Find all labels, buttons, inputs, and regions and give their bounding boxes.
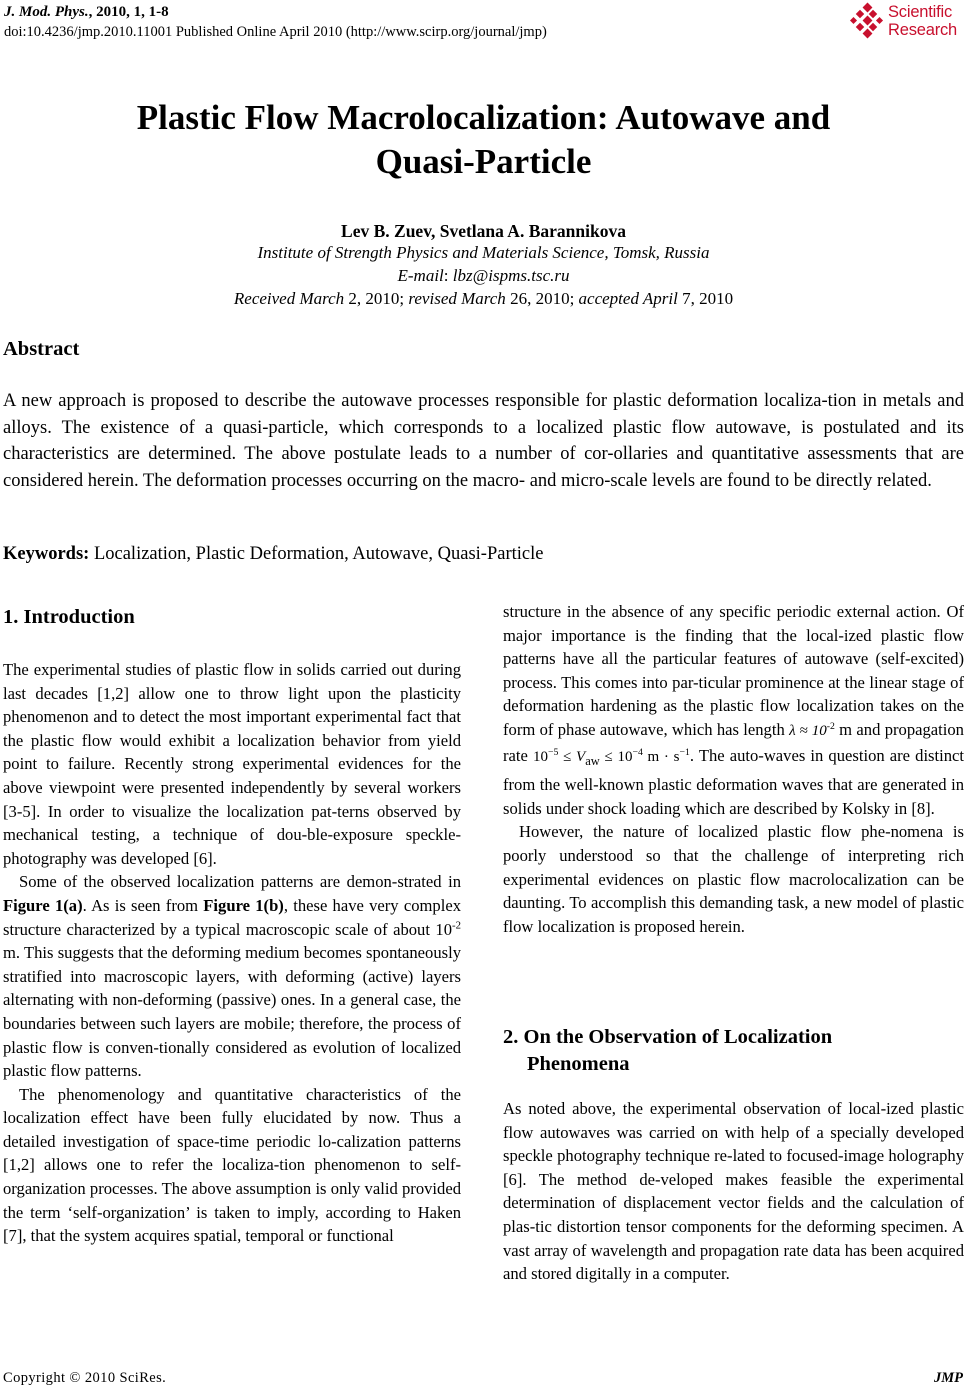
- affiliation: Institute of Strength Physics and Materials Science, Tomsk, Russia: [257, 243, 710, 262]
- subscript: aw: [585, 753, 600, 768]
- section-2-body: [503, 1097, 964, 1286]
- revised-date: 26, 2010;: [510, 289, 575, 308]
- lambda-equation: [789, 720, 835, 739]
- journal-volume: , 2010, 1, 1-8: [88, 4, 169, 20]
- section-2-heading: [503, 1024, 963, 1078]
- copyright: Copyright © 2010 SciRes.: [3, 1370, 167, 1386]
- text-run: m. This suggests that the deforming medium becomes spontaneously stratified into macroscopic layers, with deforming (active) layers alternating with non-deforming (passive) ones. In a general case, the boundaries between such layers are mobile; therefore, the process of plastic flow is conven-tionally considered as evolution of localized plastic flow patterns.: [3, 943, 461, 1081]
- abstract-heading: Abstract: [3, 338, 80, 360]
- math-text: λ ≈ 10: [789, 722, 827, 739]
- text-run: m and propagation rate: [503, 719, 964, 765]
- title-line-2: Quasi-Particle: [375, 142, 592, 181]
- section-2-heading-line-2: Phenomena: [527, 1053, 630, 1075]
- email-address: lbz@ispms.tsc.ru: [452, 266, 570, 285]
- keywords-line: [3, 542, 543, 566]
- paragraph: [3, 870, 461, 1082]
- dates-line: [0, 288, 967, 310]
- authors: Lev B. Zuev, Svetlana A. Barannikova: [341, 221, 626, 241]
- paragraph: However, the nature of localized plastic flow phe-nomena is poorly understood so that the challenge of interpreting rich experimental evidences on plastic flow macrolocalization can be daunting. To accomplish this demanding task, a new model of plastic flow localization is proposed herein.: [503, 822, 964, 936]
- accepted-label: accepted April: [578, 289, 678, 308]
- revised-label: revised March: [408, 289, 506, 308]
- doi-line: doi:10.4236/jmp.2010.11001 Published Online April 2010 (http://www.scirp.org/journal/jmp): [4, 24, 547, 40]
- publisher-logo: [850, 2, 967, 42]
- logo-text: [888, 3, 957, 39]
- logo-line-1: Scientific: [888, 3, 953, 21]
- right-column: [503, 600, 964, 938]
- math-text: ≤ V: [558, 748, 586, 765]
- figure-ref[interactable]: Figure 1(a): [3, 895, 83, 915]
- text-run: . As is seen from: [82, 895, 199, 915]
- math-text: m · s: [642, 748, 680, 765]
- paragraph: The experimental studies of plastic flow in solids carried out during last decades [1,2] allow one to throw light upon the plasticity phenomenon and to detect the most important experimental fact that the plastic flow would exhibit a localization behavior from yield point to failure. Recently strong experimental evidences for the above viewpoint were presented independently by several workers [3-5]. In order to visualize the localization pat-terns observed by mechanical testing, a technique of dou-ble-exposure speckle-photography was developed [6].: [3, 660, 461, 868]
- abstract-text: A new approach is proposed to describe the autowave processes responsible for plastic deformation localiza-tion in metals and alloys. The existence of a quasi-particle, which corresponds to a localized plastic flow autowave, is postulated and its characteristics are determined. The above postulate leads to a number of cor-ollaries and quantitative assessments that are considered herein. The deformation processes occurring on the macro- and micro-scale levels are found to be directly related.: [3, 391, 964, 491]
- math-text: ≤ 10: [599, 748, 633, 765]
- superscript: −1: [679, 746, 690, 758]
- journal-citation: [4, 3, 169, 21]
- superscript: -2: [452, 919, 461, 931]
- paragraph: As noted above, the experimental observation of local-ized plastic flow autowaves was carried on with help of a specially developed speckle photography technique re-lated to focused-image holography [6]. The method de-veloped makes feasible the experimental determination of displacement vector fields and the calculation of plas-tic distortion tensor components for the deforming specimen. A vast array of wavelength and propagation rate data has been acquired and stored digitally in a computer.: [503, 1099, 964, 1284]
- text-run: , these have very complex structure characterized by a typical macroscopic scale of about 10: [3, 895, 461, 939]
- logo-line-2: Research: [888, 21, 958, 39]
- accepted-date: 7, 2010: [682, 289, 734, 308]
- superscript: -2: [826, 720, 835, 732]
- journal-name: J. Mod. Phys.: [4, 4, 89, 20]
- paper-title: [0, 96, 967, 184]
- keywords-label: Keywords:: [3, 544, 90, 564]
- rate-equation: [533, 746, 690, 768]
- superscript: −4: [632, 746, 643, 758]
- received-date: 2, 2010;: [348, 289, 405, 308]
- section-1-heading: 1. Introduction: [3, 606, 135, 628]
- received-label: Received March: [233, 289, 345, 308]
- paragraph: The phenomenology and quantitative characteristics of the localization effect have been fully elucidated by now. Thus a detailed investigation of space-time periodic lo-calization patterns [1,2] allows one to refer the localiza-tion phenomenon to self-organization processes. The above assumption is only valid provided the term ‘self-organization’ is taken to imply, according to Haken [7], that the system acquires spatial, temporal or functional: [3, 1084, 461, 1246]
- superscript: −5: [548, 746, 559, 758]
- math-text: 10: [533, 748, 548, 765]
- text-run: structure in the absence of any specific periodic external action. Of major importance is the finding that the local-ized plastic flow patterns have all the particular features of autowave (self-excited) process. This comes into par-ticular prominence at the linear stage of deformation hardening as the plastic flow localization takes on the form of phase autowave, which has length: [503, 602, 964, 739]
- text-run: Some of the observed localization patterns are demon-strated in: [19, 872, 461, 892]
- left-column: [3, 658, 461, 1248]
- email-label: E-mail: [397, 266, 444, 285]
- paragraph: [503, 600, 964, 820]
- title-line-1: Plastic Flow Macrolocalization: Autowave and: [136, 98, 831, 137]
- scientific-research-logo-icon: [850, 2, 886, 42]
- keywords-list: Localization, Plastic Deformation, Autowave, Quasi-Particle: [93, 544, 544, 564]
- figure-ref[interactable]: Figure 1(b): [203, 895, 284, 915]
- text-run: . The auto-waves in question are distinct from the well-known plastic deformation waves that are generated in solids under shock loading which are described by Kolsky in [8].: [503, 745, 965, 818]
- journal-abbreviation: JMP: [934, 1370, 963, 1386]
- section-2-heading-line-1: 2. On the Observation of Localization: [503, 1026, 833, 1048]
- email-line: E-mail: lbz@ispms.tsc.ru: [397, 266, 570, 285]
